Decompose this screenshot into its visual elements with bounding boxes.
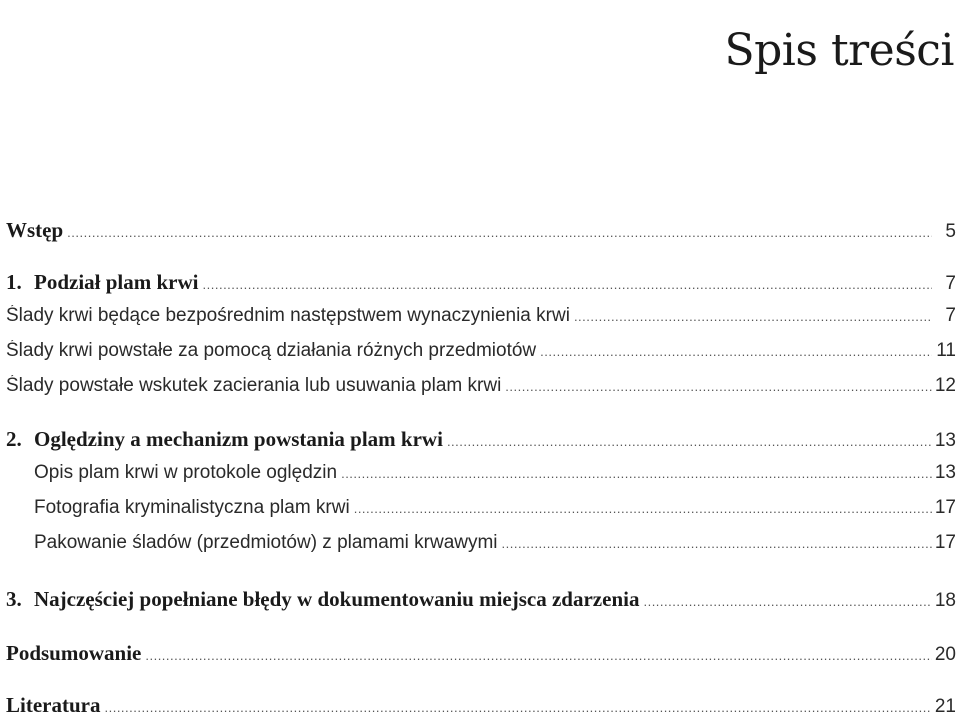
toc-entry-podsumowanie[interactable] — [6, 641, 956, 675]
toc-page-number: 7 — [945, 273, 956, 294]
chapter-number: 2. — [6, 427, 22, 451]
toc-entry-wstep[interactable] — [6, 218, 956, 252]
toc-entry-section-2-2[interactable] — [6, 497, 956, 531]
toc-page-number: 13 — [934, 430, 956, 451]
dot-leader — [540, 344, 932, 359]
toc-entry-label: Oględziny a mechanizm powstania plam krwi — [34, 427, 443, 451]
toc-entry-chapter-2[interactable] — [6, 427, 956, 461]
toc-page-number: 12 — [934, 375, 956, 396]
toc-entry-section-1-3[interactable] — [6, 375, 956, 409]
dot-leader — [145, 648, 932, 663]
toc-page-number: 18 — [934, 590, 956, 611]
toc-entry-label: Opis plam krwi w protokole oględzin — [34, 462, 338, 483]
toc-entry-label: Ślady krwi powstałe za pomocą działania różnych przedmiotów — [6, 340, 537, 361]
toc-entry-chapter-1[interactable] — [6, 270, 956, 304]
toc-page-number: 20 — [934, 644, 956, 665]
dot-leader — [502, 536, 932, 551]
toc-entry-label: Podział plam krwi — [34, 270, 199, 294]
dot-leader — [574, 309, 932, 324]
toc-entry-label: Literatura — [6, 693, 101, 717]
toc-entry-label: Wstęp — [6, 218, 64, 242]
toc-entry-section-1-2[interactable] — [6, 340, 956, 374]
toc-page-number: 21 — [934, 696, 956, 717]
chapter-number: 1. — [6, 270, 22, 294]
toc-page-number: 7 — [945, 305, 956, 326]
toc-entry-chapter-3[interactable] — [6, 587, 956, 621]
dot-leader — [354, 501, 932, 516]
toc-page-number: 11 — [936, 340, 956, 361]
toc-entry-section-1-1[interactable] — [6, 305, 956, 339]
dot-leader — [67, 225, 932, 240]
chapter-number: 3. — [6, 587, 22, 611]
toc-entry-section-2-1[interactable] — [6, 462, 956, 496]
dot-leader — [447, 434, 932, 449]
dot-leader — [203, 277, 932, 292]
dot-leader — [505, 379, 932, 394]
toc-entry-label: Pakowanie śladów (przedmiotów) z plamami krwawymi — [34, 532, 498, 553]
toc-entry-label: Ślady krwi będące bezpośrednim następstwem wynaczynienia krwi — [6, 305, 570, 326]
toc-page-number: 13 — [934, 462, 956, 483]
toc-entry-section-2-3[interactable] — [6, 532, 956, 566]
page-title: Spis treści — [724, 25, 954, 77]
toc-entry-label: Fotografia kryminalistyczna plam krwi — [34, 497, 350, 518]
toc-entry-label: Ślady powstałe wskutek zacierania lub usuwania plam krwi — [6, 375, 502, 396]
dot-leader — [341, 466, 932, 481]
toc-entry-label: Podsumowanie — [6, 641, 142, 665]
dot-leader — [104, 700, 932, 715]
toc-page-number: 5 — [945, 221, 956, 242]
toc-entry-label: Najczęściej popełniane błędy w dokumentowaniu miejsca zdarzenia — [34, 587, 640, 611]
dot-leader — [643, 594, 932, 609]
toc-page-number: 17 — [934, 497, 956, 518]
toc-page-number: 17 — [934, 532, 956, 553]
